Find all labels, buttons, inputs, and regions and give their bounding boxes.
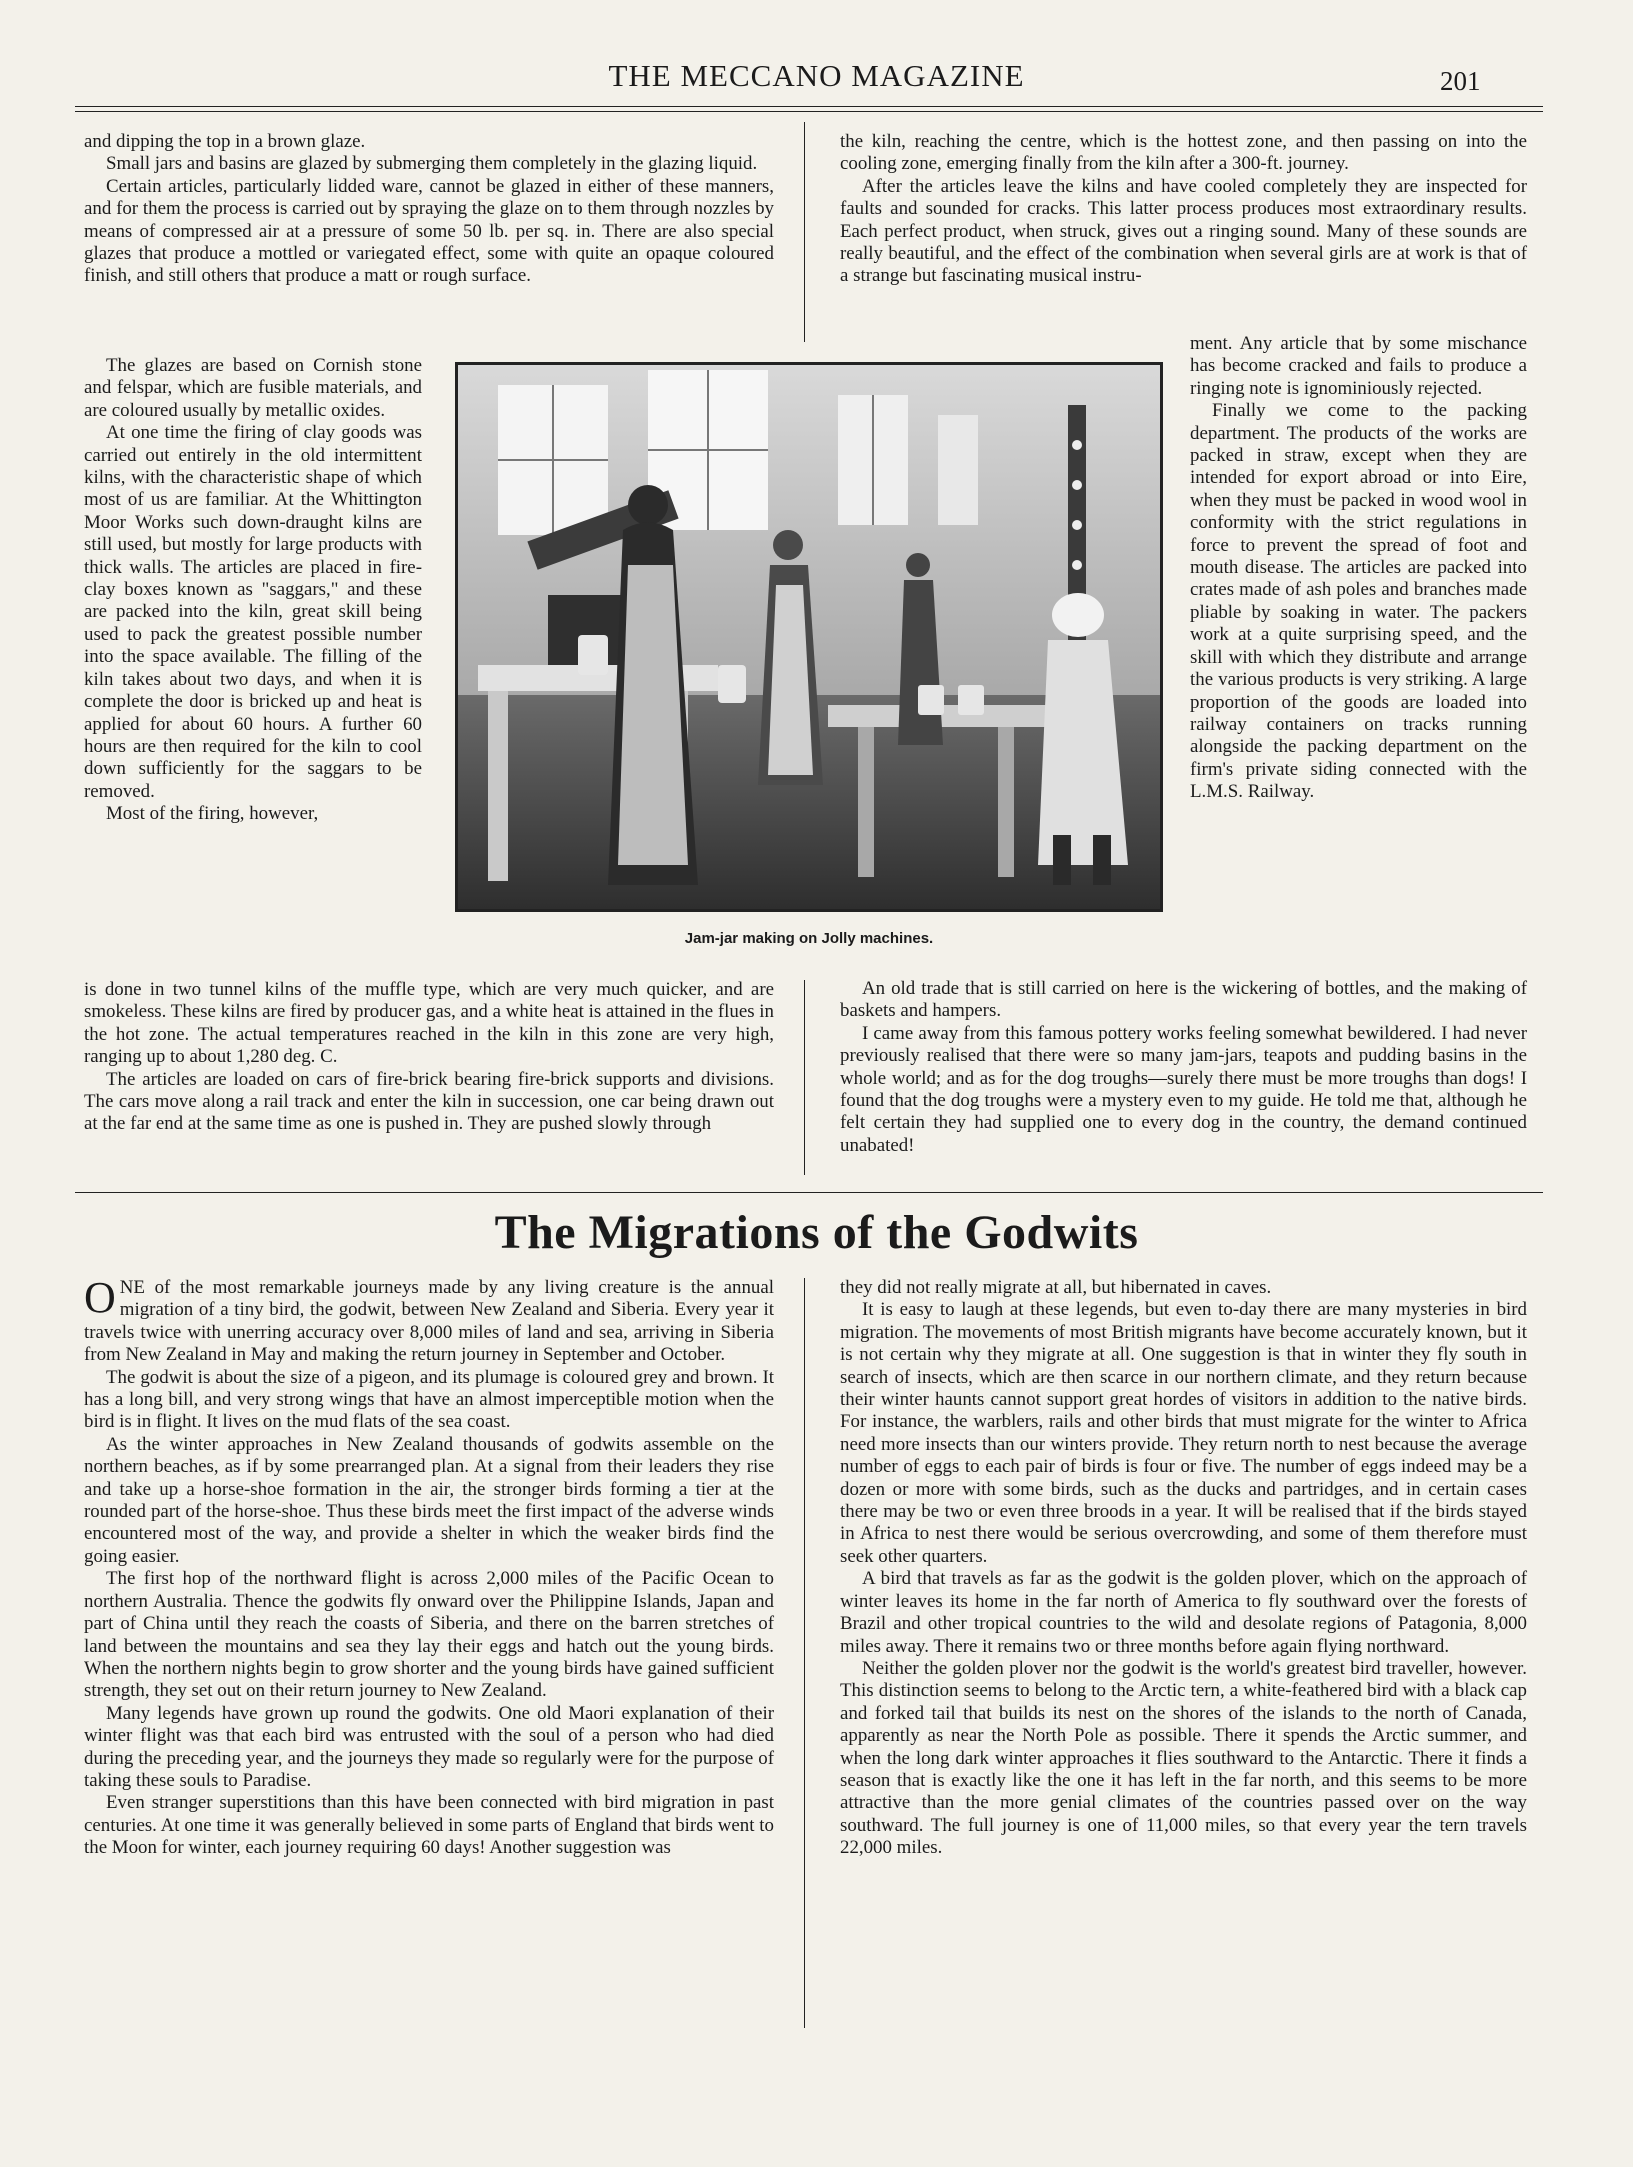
- upper-left-column-top: [84, 131, 774, 288]
- factory-photograph: [455, 362, 1163, 912]
- drop-cap: O: [84, 1273, 116, 1322]
- paragraph: Even stranger superstitions than this have been connected with bird migration in past centuries. At one time it was generally believed in some parts of England that birds went to the Moon for winter, each journey requiring 60 days! Another suggestion was: [84, 1792, 774, 1859]
- paragraph: Finally we come to the packing department. The products of the works are packed in straw, except when they are intended for export abroad or into Eire, when they must be packed in wood wool in conformity with the strict regulations in force to prevent the spread of foot and mouth disease. The articles are packed into crates made of ash poles and branches made pliable by soaking in water. The packers work at a quite surprising speed, and the skill with which they distribute and arrange the various products is very striking. A large proportion of the goods are loaded into railway containers on tracks running alongside the packing department on the firm's private siding connected with the L.M.S. Railway.: [1190, 400, 1527, 803]
- upper-right-column-top: [840, 131, 1527, 288]
- header-rule-bottom: [75, 111, 1543, 112]
- page-number: 201: [1440, 66, 1481, 96]
- paragraph: the kiln, reaching the centre, which is the hottest zone, and then passing on into the cooling zone, emerging finally from the kiln after a 300-ft. journey.: [840, 131, 1527, 175]
- column-divider-bottom: [804, 980, 805, 1175]
- photo-caption: Jam-jar making on Jolly machines.: [684, 930, 934, 947]
- paragraph: The godwit is about the size of a pigeon, and its plumage is coloured grey and brown. It has a long bill, and very strong wings that have an almost imperceptible motion when the bird is in flight. It lives on the mud flats of the sea coast.: [84, 1366, 774, 1433]
- article-column-divider: [804, 1278, 805, 2028]
- paragraph: As the winter approaches in New Zealand thousands of godwits assemble on the northern beaches, as if by some prearranged plan. At a signal from their leaders they rise and take up a horse-shoe formation in the air, the stronger birds forming a tier at the rounded part of the horse-shoe. Thus these birds meet the first impact of the adverse winds encountered most of the way, and provide a shelter in which the weaker birds find the going easier.: [84, 1433, 774, 1567]
- paragraph: Neither the golden plover nor the godwit is the world's greatest bird traveller, however. This distinction seems to belong to the Arctic tern, a white-feathered bird with a black cap and forked tail that builds its nest on the shores of the islands to the north of Canada, apparently as near the North Pole as possible. There it spends the Arctic summer, and when the long dark winter approaches it flies southward to the Antarctic. There it finds a season that is exactly like the one it has left in the far north, and this seems to be more attractive than the more genial climates of the countries passed over on the way southward. The full journey is one of 11,000 miles, so that every year the tern travels 22,000 miles.: [840, 1657, 1527, 1859]
- article-divider: [75, 1192, 1543, 1193]
- article-left-column: [84, 1273, 774, 1860]
- paragraph: A bird that travels as far as the godwit is the golden plover, which on the approach of winter leaves its home in the far north of America to fly southward over the forests of Brazil and other tropical countries to the wild and desolate regions of Patagonia, 8,000 miles away. There it remains two or three months before again flying northward.: [840, 1568, 1527, 1657]
- column-divider-top: [804, 122, 805, 342]
- paragraph: Many legends have grown up round the godwits. One old Maori explanation of their winter flight was that each bird was entrusted with the soul of a person who had died during the preceding year, and the journeys they made so regularly were for the purpose of taking these souls to Paradise.: [84, 1702, 774, 1791]
- paragraph: Small jars and basins are glazed by submerging them completely in the glazing liquid.: [106, 153, 758, 175]
- paragraph: The articles are loaded on cars of fire-brick bearing fire-brick supports and divisions. The cars move along a rail track and enter the kiln in succession, one car being drawn out at the far end at the same time as one is pushed in. They are pushed slowly through: [84, 1068, 774, 1135]
- paragraph: they did not really migrate at all, but hibernated in caves.: [840, 1277, 1272, 1298]
- paragraph: I came away from this famous pottery works feeling somewhat bewildered. I had never previously realised that there were so many jam-jars, teapots and pudding basins in the whole world; and as for the dog troughs—surely there must be more troughs than dogs! I found that the dog troughs were a mystery even to my guide. He told me that, although he felt certain they had supplied one to every dog in the country, the demand continued unabated!: [840, 1022, 1527, 1156]
- paragraph: and dipping the top in a brown glaze.: [84, 131, 366, 152]
- upper-right-narrow-column: [1190, 333, 1527, 804]
- upper-right-column-bottom: [840, 978, 1527, 1157]
- paragraph: is done in two tunnel kilns of the muffle type, which are very much quicker, and are smokeless. These kilns are fired by producer gas, and a white heat is attained in the flues in the hot zone. The actual temperatures reached in the kiln in this zone are very high, ranging up to about 1,280 deg. C.: [84, 979, 774, 1068]
- paragraph: The first hop of the northward flight is across 2,000 miles of the Pacific Ocean to northern Australia. Thence the godwits fly onward over the Philippine Islands, Japan and part of China until they reach the coasts of Siberia, and there on the barren stretches of land between the mountains and sea they lay their eggs and hatch out the young birds. When the northern nights begin to grow shorter and the young birds have gained sufficient strength, they set out on their return journey to New Zealand.: [84, 1568, 774, 1702]
- photo-illustration: [458, 365, 1160, 909]
- upper-left-narrow-column: [84, 355, 422, 826]
- paragraph: An old trade that is still carried on here is the wickering of bottles, and the making of baskets and hampers.: [840, 978, 1527, 1022]
- paragraph: It is easy to laugh at these legends, but even to-day there are many mysteries in bird migration. The movements of most British migrants have become accurately known, but it is not certain why they migrate at all. One suggestion is that in winter they fly south in search of insects, which are then scarce in our northern climate, and they return because their winter haunts cannot support great hordes of visitors in addition to the native birds. For instance, the warblers, rails and other birds that must migrate for the winter to Africa need more insects than our winters provide. They return north to nest because the average number of eggs to each pair of birds is four or five. The number of eggs indeed may be a dozen or more with some birds, such as the ducks and partridges, and in certain cases there may be two or even three broods in a year. It will be realised that if the birds stayed in Africa to nest there would be serious overcrowding, and some of them therefore must seek other quarters.: [840, 1299, 1527, 1567]
- article-title: The Migrations of the Godwits: [494, 1206, 1139, 1259]
- paragraph: Most of the firing, however,: [106, 803, 319, 825]
- paragraph: At one time the firing of clay goods was carried out entirely in the old intermittent kilns, with the characteristic shape of which most of us are familiar. At the Whittington Moor Works such down-draught kilns are still used, but mostly for large products with thick walls. The articles are placed in fire-clay boxes known as "saggars," and these are packed into the kiln, great skill being used to pack the greatest possible number into the space available. The filling of the kiln takes about two days, and when it is complete the door is bricked up and heat is applied for about 60 hours. A further 60 hours are then required for the kiln to cool down sufficiently for the saggars to be removed.: [84, 422, 422, 802]
- header-rule-top: [75, 106, 1543, 107]
- upper-left-column-bottom: [84, 979, 774, 1136]
- magazine-title: THE MECCANO MAGAZINE: [608, 58, 1025, 93]
- article-right-column: [840, 1277, 1527, 1860]
- first-paragraph: [84, 1273, 774, 1367]
- paragraph: Certain articles, particularly lidded ware, cannot be glazed in either of these manners, and for them the process is carried out by spraying the glaze on to them through nozzles by means of compressed air at a pressure of some 50 lb. per sq. in. There are also special glazes that produce a mottled or variegated effect, some with quite an opaque coloured finish, and still others that produce a matt or rough surface.: [84, 175, 774, 287]
- paragraph: The glazes are based on Cornish stone and felspar, which are fusible materials, and are coloured usually by metallic oxides.: [84, 355, 422, 421]
- paragraph: ment. Any article that by some mischance has become cracked and fails to produce a ringing note is ignominiously rejected.: [1190, 333, 1527, 399]
- paragraph: After the articles leave the kilns and have cooled completely they are inspected for faults and sounded for cracks. This latter process produces most extraordinary results. Each perfect product, when struck, gives out a ringing sound. Many of these sounds are really beautiful, and the effect of the combination when several girls are at work is that of a strange but fascinating musical instru-: [840, 175, 1527, 287]
- first-paragraph-text: NE of the most remarkable journeys made by any living creature is the annual migration of a tiny bird, the godwit, between New Zealand and Siberia. Every year it travels twice with unerring accuracy over 8,000 miles of land and sea, arriving in Siberia from New Zealand in May and making the return journey in September and October.: [84, 1277, 774, 1366]
